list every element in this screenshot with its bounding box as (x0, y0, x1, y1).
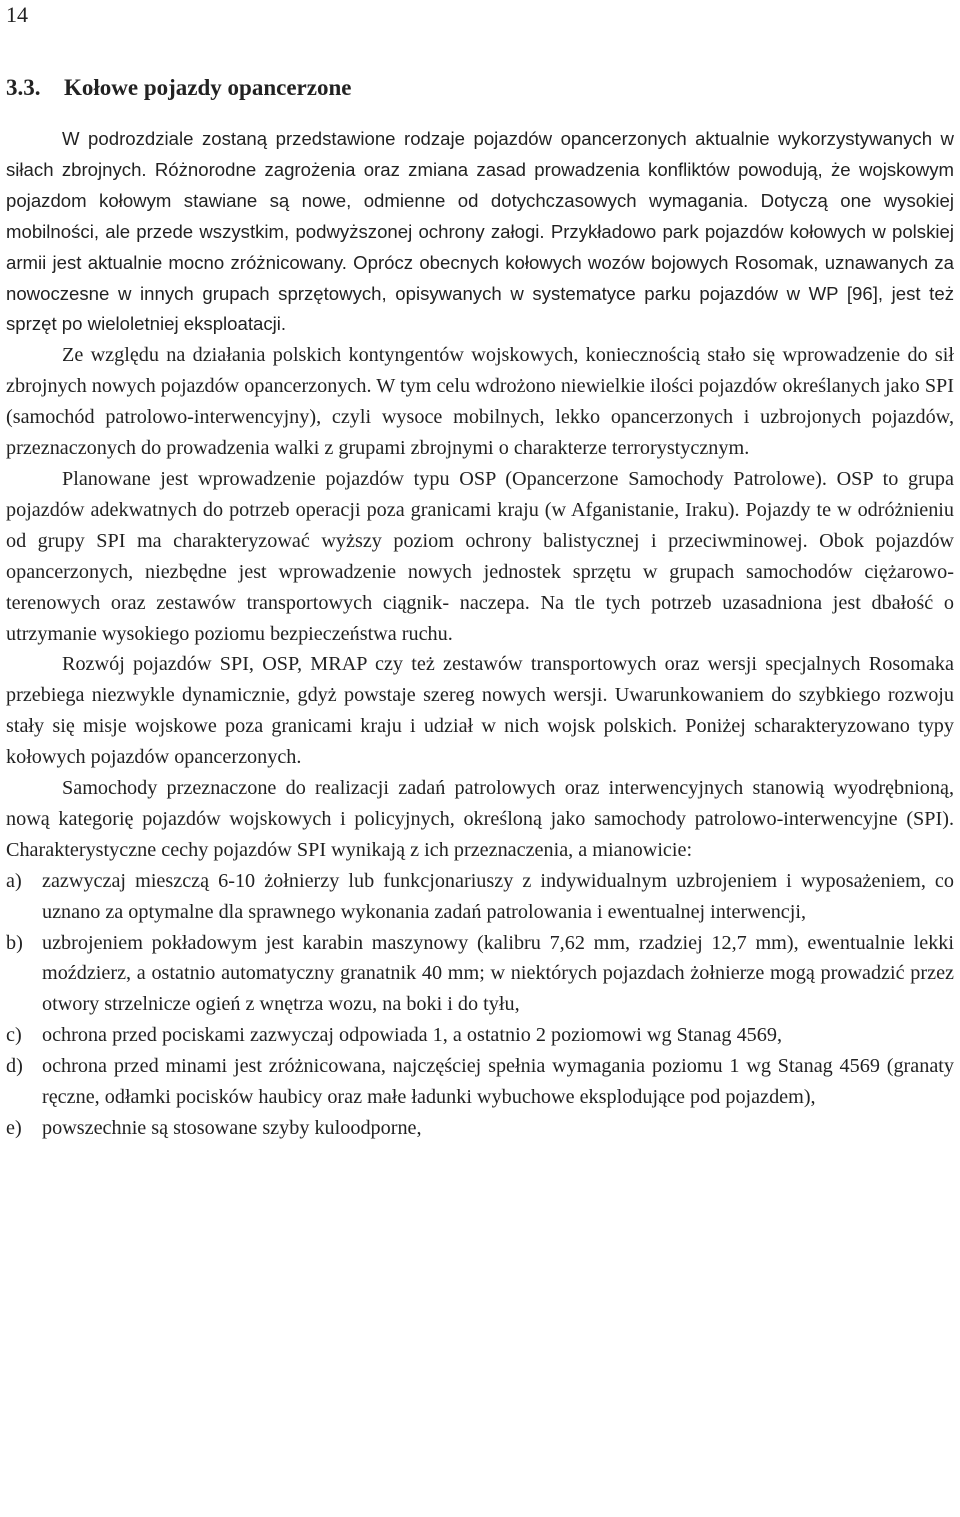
paragraph: W podrozdziale zostaną przedstawione rodzaje pojazdów opancerzonych aktualnie wykorzystywanych w siłach zbrojnych. Różnorodne zagrożenia oraz zmiana zasad prowadzenia konfliktów powodują, że wojskowym pojazdom kołowym stawiane są nowe, odmienne od dotychczasowych wymagania. Dotyczą one wysokiej mobilności, ale przede wszystkim, podwyższonej ochrony załogi. Przykładowo park pojazdów kołowych w polskiej armii jest aktualnie mocno zróżnicowany. Oprócz obecnych kołowych wozów bojowych Rosomak, uznawanych za nowoczesne w innych grupach sprzętowych, opisywanych w systematyce parku pojazdów w WP [96], jest też sprzęt po wieloletniej eksploatacji. (6, 128, 954, 335)
list-marker: d) (6, 1055, 23, 1078)
paragraph: Samochody przeznaczone do realizacji zadań patrolowych oraz interwencyjnych stanowią wyodrębnioną, nową kategorię pojazdów wojskowych i policyjnych, określoną jako samochody patrolowo-interwencyjne (SPI). Charakterystyczne cechy pojazdów SPI wynikają z ich przeznaczenia, a mianowicie: (6, 777, 954, 861)
paragraph: Planowane jest wprowadzenie pojazdów typu OSP (Opancerzone Samochody Patrolowe). OSP to grupa pojazdów adekwatnych do potrzeb operacji poza granicami kraju (w Afganistanie, Iraku). Pojazdy te w odróżnieniu od grupy SPI ma charakteryzować wyższy poziom ochrony balistycznej i przeciwminowej. Obok pojazdów opancerzonych, niezbędne jest wprowadzenie nowych jednostek sprzętu w grupach samochodów ciężarowo-terenowych oraz zestawów transportowych ciągnik- naczepa. Na tle tych potrzeb uzasadniona jest dbałość o utrzymanie wysokiego poziomu bezpieczeństwa ruchu. (6, 467, 954, 645)
list-item (6, 866, 954, 928)
list-marker: a) (6, 869, 22, 892)
list-item (6, 928, 954, 1021)
list-item (6, 1020, 954, 1051)
list-marker: b) (6, 931, 23, 954)
paragraph: Ze względu na działania polskich kontyngentów wojskowych, koniecznością stało się wprowadzenie do sił zbrojnych nowych pojazdów opancerzonych. W tym celu wdrożono niewielkie ilości pojazdów określanych jako SPI (samochód patrolowo-interwencyjny), czyli wysoce mobilnych, lekko opancerzonych i uzbrojonych pojazdów, przeznaczonych do prowadzenia walki z grupami zbrojnymi o charakterze terrorystycznym. (6, 344, 954, 460)
spi-features-list (6, 866, 954, 1144)
list-item-text: powszechnie są stosowane szyby kuloodporne, (42, 1117, 422, 1139)
list-item (6, 1113, 954, 1144)
section-body (6, 124, 954, 1144)
list-item-text: ochrona przed pociskami zazwyczaj odpowiada 1, a ostatnio 2 poziomowi wg Stanag 4569, (42, 1024, 782, 1047)
list-item-text: ochrona przed minami jest zróżnicowana, najczęściej spełnia wymagania poziomu 1 wg Stanag 4569 (granaty ręczne, odłamki pocisków haubicy oraz małe ładunki wybuchowe eksplodujące pod pojazdem), (42, 1055, 954, 1109)
paragraph: Rozwój pojazdów SPI, OSP, MRAP czy też zestawów transportowych oraz wersji specjalnych Rosomaka przebiega niezwykle dynamicznie, gdyż powstaje szereg nowych wersji. Uwarunkowaniem do szybkiego rozwoju stały się misje wojskowe poza granicami kraju i udział w nich wojsk polskich. Poniżej scharakteryzowano typy kołowych pojazdów opancerzonych. (6, 653, 954, 769)
list-item-text: uzbrojeniem pokładowym jest karabin maszynowy (kalibru 7,62 mm, rzadziej 12,7 mm), ewentualnie lekki moździerz, a ostatnio automatyczny granatnik 40 mm; w niektórych pojazdach żołnierze mogą prowadzić przez otwory strzelnicze ogień z wnętrza wozu, na boki i do tyłu, (42, 931, 954, 1016)
list-marker: c) (6, 1024, 22, 1047)
list-item-text: zazwyczaj mieszczą 6-10 żołnierzy lub funkcjonariuszy z indywidualnym uzbrojeniem i wyposażeniem, co uznano za optymalne dla sprawnego wykonania zadań patrolowania i ewentualnej interwencji, (42, 869, 954, 923)
section-title: Kołowe pojazdy opancerzone (64, 75, 352, 100)
page-number: 14 (6, 2, 28, 27)
section-heading (6, 72, 351, 104)
section-number: 3.3. (6, 75, 41, 100)
list-marker: e) (6, 1117, 22, 1139)
list-item (6, 1051, 954, 1113)
